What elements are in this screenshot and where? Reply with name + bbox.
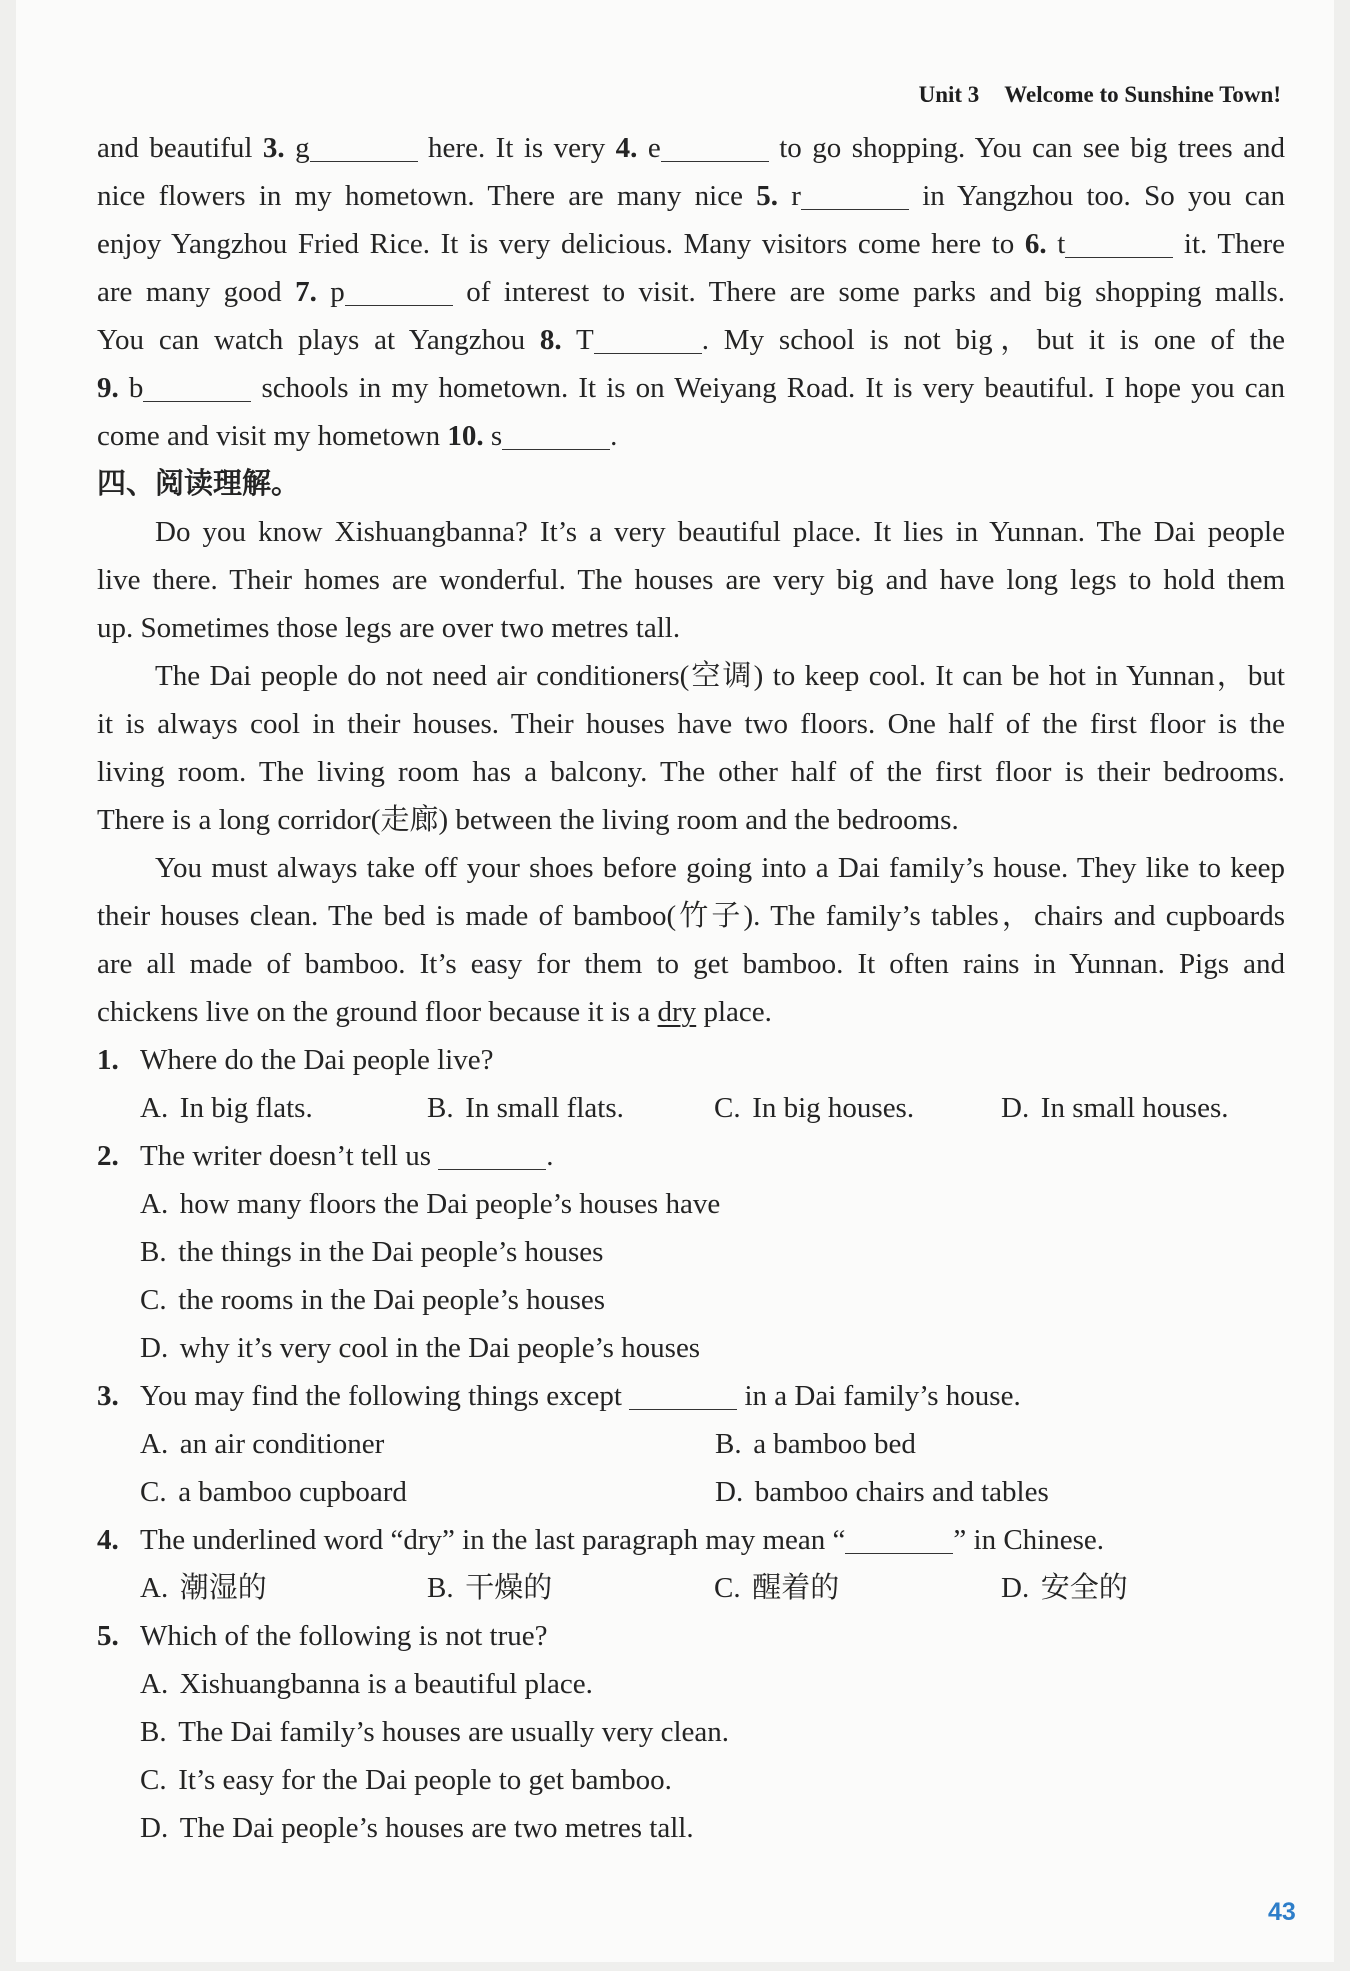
question [97, 1516, 1285, 1612]
option-label: C. [140, 1284, 167, 1316]
text-span: e [637, 132, 661, 164]
option [140, 1708, 729, 1756]
option-label: A. [140, 1668, 169, 1700]
answer-blank [594, 331, 702, 354]
page-number: 43 [1268, 1898, 1296, 1926]
option-text: the things in the Dai people’s houses [178, 1236, 604, 1268]
answer-blank [1065, 235, 1173, 258]
text-span: are all made of bamboo. It’s easy for them to get bamboo. It often rains in Yunnan. Pigs and [97, 948, 1285, 980]
option-label: B. [140, 1716, 167, 1748]
option-text: It’s easy for the Dai people to get bamboo. [178, 1764, 672, 1796]
text-span: . [546, 1140, 554, 1172]
option-text: bamboo chairs and tables [754, 1476, 1049, 1508]
text-span: T [561, 324, 594, 356]
question-stem [97, 1612, 1285, 1660]
option-text: 醒着的 [752, 1572, 840, 1604]
option-text: 安全的 [1040, 1572, 1128, 1604]
answer-blank [801, 187, 909, 210]
option-label: A. [140, 1188, 169, 1220]
option-text: a bamboo cupboard [178, 1476, 407, 1508]
blank-number: 5. [756, 180, 778, 212]
text-span: There is a long corridor(走廊) between the living room and the bedrooms. [97, 804, 959, 836]
text-span: in Yangzhou too. So you can [908, 180, 1285, 212]
text-span: living room. The living room has a balcony. The other half of the first floor is their bedrooms. [97, 756, 1285, 788]
blank-number: 6. [1024, 228, 1047, 260]
option-label: C. [140, 1476, 167, 1508]
text-span: in a Dai family’s house. [737, 1380, 1021, 1412]
section-heading: 四、阅读理解。 [97, 468, 301, 500]
text-span: p [316, 276, 345, 308]
option-text: In big houses. [752, 1092, 915, 1124]
option-text: a bamboo bed [753, 1428, 916, 1460]
text-span: The writer doesn’t tell us [140, 1140, 439, 1172]
answer-blank [845, 1531, 953, 1554]
unit-label: Unit 3 [918, 82, 980, 107]
option-label: D. [715, 1476, 744, 1508]
option-text: an air conditioner [179, 1428, 385, 1460]
text-span: You may find the following things except [140, 1380, 630, 1412]
question-stem [97, 1516, 1285, 1564]
option [714, 1564, 1001, 1612]
option-label: D. [140, 1332, 169, 1364]
text-line [97, 364, 1285, 412]
option-label: C. [714, 1572, 741, 1604]
option-label: C. [140, 1764, 167, 1796]
option [715, 1420, 916, 1468]
options-row [97, 1708, 1285, 1756]
option [1001, 1564, 1128, 1612]
text-span: their houses clean. The bed is made of bamboo(竹子). The family’s tables，chairs and cupboards [97, 900, 1285, 932]
passage-paragraph [97, 844, 1285, 1036]
option-text: The Dai family’s houses are usually very clean. [178, 1716, 730, 1748]
text-span: enjoy Yangzhou Fried Rice. It is very delicious. Many visitors come here to [97, 228, 1025, 260]
text-line [97, 268, 1285, 316]
option [140, 1756, 672, 1804]
text-span: . My school is not big，but it is one of the [701, 324, 1285, 356]
option-label: A. [140, 1572, 169, 1604]
page-content [97, 124, 1285, 1852]
text-span: and beautiful [97, 132, 263, 164]
option [1001, 1084, 1228, 1132]
blank-number: 7. [295, 276, 317, 308]
option-text: the rooms in the Dai people’s houses [178, 1284, 606, 1316]
blank-number: 4. [615, 132, 638, 164]
option-text: The Dai people’s houses are two metres tall. [179, 1812, 694, 1844]
text-span: chickens live on the ground floor because it is a [97, 996, 658, 1028]
text-span: ” in Chinese. [953, 1524, 1104, 1556]
option [140, 1660, 593, 1708]
text-span: place. [696, 996, 772, 1028]
answer-blank [310, 139, 418, 162]
answer-blank [143, 379, 251, 402]
options-row [97, 1420, 1285, 1468]
option-label: B. [140, 1236, 167, 1268]
option-label: A. [140, 1092, 169, 1124]
text-span: The underlined word “dry” in the last paragraph may mean “ [140, 1524, 846, 1556]
option-label: B. [427, 1092, 454, 1124]
question-number: 5. [97, 1620, 119, 1652]
option-label: B. [715, 1428, 742, 1460]
text-span: live there. Their homes are wonderful. The houses are very big and have long legs to hold them [97, 564, 1285, 596]
options-row [97, 1468, 1285, 1516]
text-span: Which of the following is not true? [140, 1620, 548, 1652]
answer-blank [502, 427, 610, 450]
text-span: here. It is very [417, 132, 616, 164]
option-text: In big flats. [179, 1092, 313, 1124]
options-row [97, 1180, 1285, 1228]
text-line [97, 700, 1285, 748]
text-line [97, 892, 1285, 940]
question-list [97, 1036, 1285, 1852]
question-stem [97, 1036, 1285, 1084]
answer-blank [438, 1147, 546, 1170]
running-header [919, 78, 1281, 112]
question-stem [97, 1372, 1285, 1420]
text-line [97, 412, 1285, 460]
options-row [97, 1228, 1285, 1276]
passage-paragraph [97, 652, 1285, 844]
text-line [97, 796, 1285, 844]
text-line [97, 748, 1285, 796]
text-span: g [284, 132, 310, 164]
text-span: . [610, 420, 618, 452]
text-line [97, 172, 1285, 220]
text-line [97, 844, 1285, 892]
text-span: to go shopping. You can see big trees and [768, 132, 1285, 164]
text-span: Where do the Dai people live? [140, 1044, 494, 1076]
option [715, 1468, 1049, 1516]
text-span: up. Sometimes those legs are over two metres tall. [97, 612, 681, 644]
option-text: why it’s very cool in the Dai people’s houses [179, 1332, 701, 1364]
text-line [97, 604, 1285, 652]
cloze-passage [97, 124, 1285, 460]
text-span: it. There [1173, 228, 1285, 260]
unit-title: Welcome to Sunshine Town! [1004, 82, 1281, 107]
option [427, 1564, 714, 1612]
options-row [97, 1756, 1285, 1804]
text-line [97, 124, 1285, 172]
option [714, 1084, 1001, 1132]
option [140, 1324, 700, 1372]
text-span: The Dai people do not need air conditioners(空调) to keep cool. It can be hot in Yunnan，but [155, 660, 1285, 692]
option [140, 1804, 694, 1852]
text-span: schools in my hometown. It is on Weiyang Road. It is very beautiful. I hope you can [251, 372, 1285, 404]
text-line [97, 940, 1285, 988]
text-span: come and visit my hometown [97, 420, 448, 452]
options-row [97, 1276, 1285, 1324]
question-number: 2. [97, 1140, 119, 1172]
text-span: You must always take off your shoes before going into a Dai family’s house. They like to keep [155, 852, 1285, 884]
option [140, 1180, 720, 1228]
text-span: Do you know Xishuangbanna? It’s a very beautiful place. It lies in Yunnan. The Dai people [155, 516, 1285, 548]
option-text: how many floors the Dai people’s houses have [179, 1188, 721, 1220]
text-span: are many good [97, 276, 296, 308]
text-span: b [118, 372, 144, 404]
question [97, 1036, 1285, 1132]
option [140, 1276, 605, 1324]
text-line [97, 220, 1285, 268]
option-label: A. [140, 1428, 169, 1460]
option-label: C. [714, 1092, 741, 1124]
blank-number: 9. [97, 372, 119, 404]
text-line [97, 652, 1285, 700]
option [140, 1468, 715, 1516]
option-text: 干燥的 [465, 1572, 553, 1604]
options-row [97, 1324, 1285, 1372]
passage-paragraph [97, 508, 1285, 652]
underlined-word: dry [657, 996, 697, 1028]
text-span: it is always cool in their houses. Their houses have two floors. One half of the first floor is the [97, 708, 1285, 740]
option [140, 1228, 603, 1276]
option-label: D. [1001, 1092, 1030, 1124]
blank-number: 3. [262, 132, 285, 164]
text-line [97, 316, 1285, 364]
option-label: D. [140, 1812, 169, 1844]
option [140, 1084, 427, 1132]
text-span: of interest to visit. There are some parks and big shopping malls. [452, 276, 1285, 308]
question [97, 1612, 1285, 1852]
text-span: t [1046, 228, 1066, 260]
answer-blank [629, 1387, 737, 1410]
text-span: nice flowers in my hometown. There are many nice [97, 180, 757, 212]
text-span: r [777, 180, 801, 212]
options-row [97, 1084, 1285, 1132]
options-row [97, 1804, 1285, 1852]
options-row [97, 1660, 1285, 1708]
text-line [97, 556, 1285, 604]
option-label: B. [427, 1572, 454, 1604]
option-text: 潮湿的 [179, 1572, 267, 1604]
answer-blank [345, 283, 453, 306]
option-text: Xishuangbanna is a beautiful place. [179, 1668, 593, 1700]
question-number: 1. [97, 1044, 119, 1076]
question-number: 4. [97, 1524, 119, 1556]
text-line [97, 508, 1285, 556]
question-number: 3. [97, 1380, 119, 1412]
text-span: s [483, 420, 503, 452]
question [97, 1372, 1285, 1516]
blank-number: 8. [539, 324, 562, 356]
question-stem [97, 1132, 1285, 1180]
option [140, 1420, 715, 1468]
option [427, 1084, 714, 1132]
text-line [97, 988, 1285, 1036]
option-text: In small flats. [465, 1092, 624, 1124]
option [140, 1564, 427, 1612]
answer-blank [661, 139, 769, 162]
option-text: In small houses. [1040, 1092, 1229, 1124]
option-label: D. [1001, 1572, 1030, 1604]
question [97, 1132, 1285, 1372]
blank-number: 10. [447, 420, 484, 452]
options-row [97, 1564, 1285, 1612]
text-span: You can watch plays at Yangzhou [97, 324, 540, 356]
reading-passage [97, 508, 1285, 1036]
